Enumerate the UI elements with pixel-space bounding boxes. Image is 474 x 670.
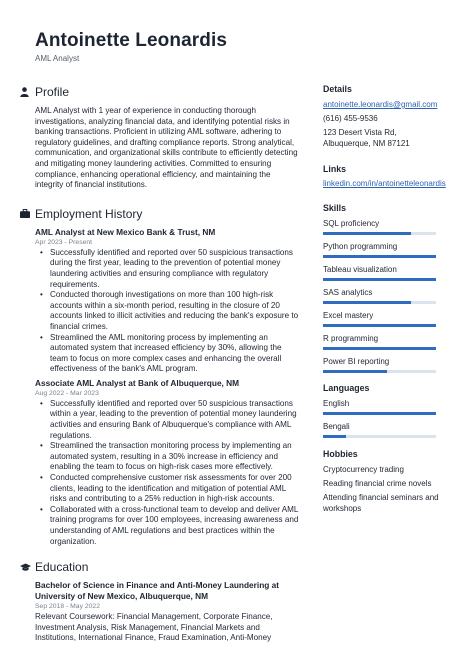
job-bullet: • Collaborated with a cross-functional team to develop and deliver AML training programs for over 100 employees, increasing awareness and understanding of AML regulations and best practices within the organization. (35, 505, 300, 547)
hobbies-section (323, 449, 441, 515)
job-bullet: • Conducted thorough investigations on more than 100 high-risk accounts within a six-month period, resulting in the closure of 20 accounts linked to illicit activities and reducing the bank's exposure to financial crimes. (35, 290, 300, 332)
skill-name: SAS analytics (323, 287, 373, 297)
skill-item (323, 264, 441, 281)
language-item (323, 398, 441, 415)
skill-item (323, 218, 441, 235)
education-heading: Bachelor of Science in Finance and Anti-Money Laundering at University of New Mexico, Albuquerque, NM (35, 580, 280, 602)
email-link[interactable]: antoinette.leonardis@gmail.com (323, 100, 438, 109)
details-title: Details (323, 84, 352, 94)
linkedin-link[interactable]: linkedin.com/in/antoinetteleonardis (323, 179, 446, 189)
skill-name: Excel mastery (323, 310, 374, 320)
skill-name: Python programming (323, 241, 398, 251)
skill-level-fill (323, 370, 387, 373)
skill-level-fill (323, 255, 436, 258)
job-heading: Associate AML Analyst at Bank of Albuquerque, NM (35, 377, 240, 388)
job-entry (35, 378, 300, 547)
skill-level-bar (323, 370, 436, 373)
language-level-bar (323, 435, 436, 438)
skill-level-fill (323, 301, 411, 304)
main-column (20, 84, 300, 644)
job-heading: AML Analyst at New Mexico Bank & Trust, NM (35, 226, 216, 237)
skill-level-bar (323, 347, 436, 350)
skill-level-bar (323, 324, 436, 327)
sidebar-column (323, 84, 446, 515)
job-bullet: • Successfully identified and reported over 50 suspicious transactions during the first year, leading to the prevention of potential money laundering activities and ensuring compliance with regulatory requirements. (35, 248, 300, 290)
links-section (323, 164, 446, 190)
education-dates: Sep 2018 - May 2022 (35, 603, 100, 611)
profile-title: Profile (35, 85, 70, 99)
skill-name: R programming (323, 333, 379, 343)
language-level-fill (323, 412, 436, 415)
skill-level-fill (323, 232, 411, 235)
job-bullet: • Streamlined the AML monitoring process by implementing an automated system that increased efficiency by 30%, allowing the team to focus on more complex cases and enhancing the overall effectiveness of the bank's AML program. (35, 333, 300, 375)
job-bullet: • Conducted comprehensive customer risk assessments for over 200 clients, leading to the identification and mitigation of potential AML risks and contributing to a 25% reduction in high-risk accounts. (35, 473, 300, 505)
skill-level-bar (323, 278, 436, 281)
profile-summary: AML Analyst with 1 year of experience in conducting thorough investigations, analyzing financial data, and identifying potential risks in banking transactions. Proficient in utilizing AML software, adhering to regulatory guidelines, and drafting compliance reports. Strong analytical, communication, and organizational skills contribute to efficiently detecting and mitigating money laundering activities. Committed to ensuring compliance, enhancing operational efficiency, and maintaining the integrity of financial institutions. (35, 106, 298, 190)
skill-item (323, 287, 441, 304)
job-dates: Apr 2023 - Present (35, 238, 93, 246)
hobby-item: Cryptocurrency trading (323, 464, 404, 474)
skill-level-fill (323, 278, 436, 281)
skill-name: SQL proficiency (323, 218, 380, 228)
skill-item (323, 310, 441, 327)
profile-section (20, 84, 300, 191)
job-bullet: • Streamlined the transaction monitoring process by implementing an automated system, resulting in a 30% increase in efficiency and enabling the team to focus on high-risk cases more effectively. (35, 441, 300, 473)
skill-name: Power BI reporting (323, 356, 390, 366)
skill-name: Tableau visualization (323, 264, 397, 274)
language-item (323, 421, 441, 438)
employment-section (20, 206, 300, 547)
job-entry (35, 227, 300, 375)
links-title: Links (323, 164, 346, 175)
skill-level-bar (323, 232, 436, 235)
skill-item (323, 241, 441, 258)
job-dates: Aug 2022 - Mar 2023 (35, 389, 99, 397)
language-name: Bengali (323, 421, 350, 431)
skills-section (323, 203, 441, 373)
resume-header (35, 30, 227, 63)
languages-title: Languages (323, 382, 370, 393)
briefcase-icon (20, 209, 35, 218)
skill-level-bar (323, 301, 436, 304)
candidate-name: Antoinette Leonardis (35, 30, 228, 51)
language-level-bar (323, 412, 436, 415)
graduation-cap-icon (20, 563, 35, 572)
hobby-item: Attending financial seminars and workshops (323, 492, 439, 514)
skills-title: Skills (323, 202, 346, 213)
skill-level-bar (323, 255, 436, 258)
phone-number: (616) 455-9536 (323, 113, 378, 123)
address: 123 Desert Vista Rd, Albuquerque, NM 87121 (323, 127, 410, 149)
job-bullet: • Successfully identified and reported over 50 suspicious transactions within a year, leading to the prevention of potential money laundering activities and ensuring Bank of Albuquerque's compliance with AML regulations. (35, 399, 300, 441)
skill-item (323, 356, 441, 373)
skill-item (323, 333, 441, 350)
language-level-fill (323, 435, 346, 438)
education-coursework: Relevant Coursework: Financial Management, Corporate Finance, Investment Analysis, Risk Management, Financial Markets and Institutions, International Finance, Fraud Examination, Anti-Money (35, 612, 273, 643)
employment-title: Employment History (35, 206, 143, 221)
languages-section (323, 383, 441, 438)
hobbies-title: Hobbies (323, 448, 358, 459)
education-title: Education (35, 560, 89, 575)
skill-level-fill (323, 324, 436, 327)
candidate-title: AML Analyst (35, 54, 80, 63)
education-section (20, 559, 300, 644)
person-icon (20, 87, 35, 97)
hobby-item: Reading financial crime novels (323, 478, 432, 488)
skill-level-fill (323, 347, 436, 350)
language-name: English (323, 398, 350, 408)
details-section (323, 84, 441, 150)
